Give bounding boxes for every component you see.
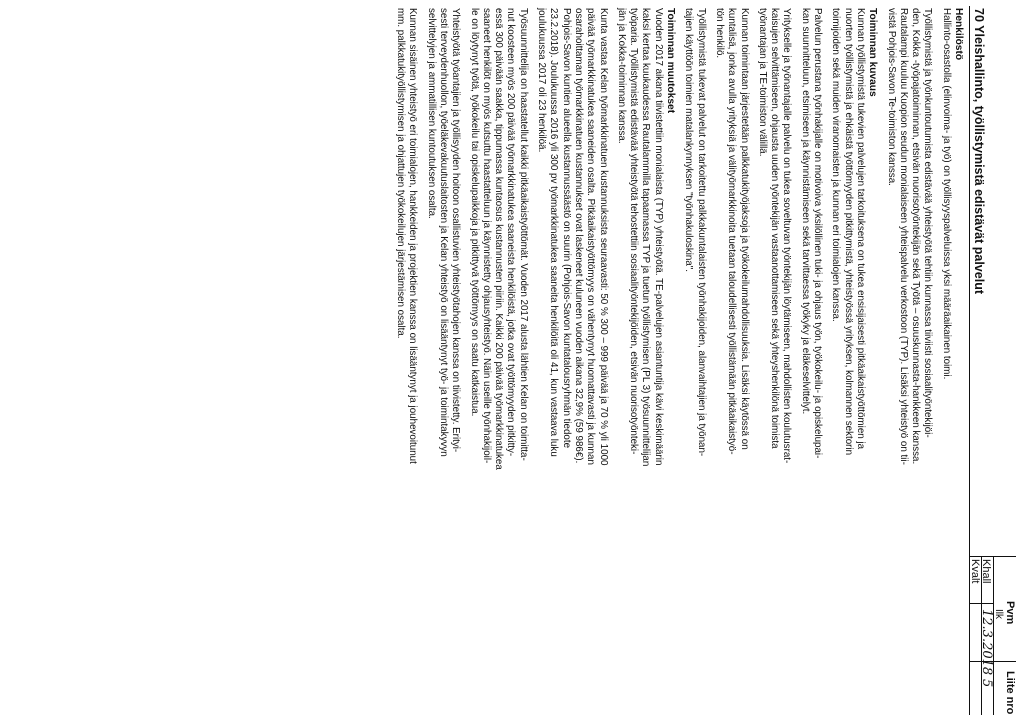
appendix-stamp-box — [970, 556, 1016, 715]
text-line: vistä Pohjois-Savon Te-toimiston kanssa. — [885, 8, 897, 186]
section-heading: Henkilöstö — [953, 8, 964, 61]
text-line: Kunta vastaa Kelan työmarkkinatuen kustannuksista seuraavasti: 50 % 300 – 999 päivää ja 70 % yli 1000 — [597, 8, 609, 466]
text-line: mm. palkkatukityöllistymisen ja ohjattujen työkokeilujen järjestämisen osalta. — [395, 8, 407, 339]
paragraph — [829, 8, 866, 708]
paragraph — [615, 8, 664, 708]
text-line: nuorten työllistymistä ja ehkäistä työttömyyden pitkittymistä, yhteistyössä yrityksen, kolmannen sektorin — [842, 8, 854, 456]
stamp-divider — [970, 603, 994, 604]
document-body — [388, 8, 964, 708]
page-title: 70 Yleishallinto, työllistymistä edistävät palvelut — [972, 8, 986, 294]
text-line: kan suunnitteluun, etsimiseen ja käynnistämiseen sekä tarvittaessa työkyky ja eläkeselvittelyt. — [799, 8, 811, 415]
text-line: Rautalampi kuuluu Kuopion seudun monialaiseen yhteispalvelu verkostoon (TYP). Lisäksi yhteistyö on tii- — [897, 8, 909, 465]
paragraph — [467, 8, 528, 708]
paragraph — [884, 8, 933, 708]
text-line: tön henkilö. — [713, 8, 725, 59]
stamp-handwritten-date: 12.3.2018 — [979, 609, 994, 676]
page-header — [956, 0, 1016, 715]
text-line: toimijoiden sekä muiden viranomaisten ja kunnan eri toimialojen kanssa. — [830, 8, 842, 322]
paragraph — [756, 8, 793, 708]
text-line: essä 300 päivään saakka, tippumassa kuntaosus kustannusten piiriin. Kaikki 200 päivää työmarkkinatukea — [493, 8, 505, 470]
text-line: päivää työmarkkinatukea saaneiden osalta. Pitkäaikaistyöttömyys on vähentynyt huomattavasti ja kunnan — [585, 8, 597, 465]
text-line: saaneet henkilöt on myös kutsuttu haastatteluun ja käynnistetty ohjausyhteistyö. Näin useille työnhakijoil- — [480, 8, 492, 464]
section-heading: Toiminnan kuvaus — [867, 8, 879, 97]
text-line: Työllistymistä tukevat palvelut on tarkoitettu palkkakuntalaisten työnhakijoiden, alanvaihtajien ja työnan- — [695, 8, 707, 457]
text-line: selvittelyjen ja ammatillisen kuntoutuksen osalta. — [425, 8, 437, 219]
paragraph — [682, 8, 707, 708]
stamp-handwritten-number: 5 — [979, 679, 994, 688]
text-line: Vuoden 2017 aikana tiivistettiin monialaista (TYP) yhteistyötä. TE-palvelujen asiantuntija kävi keskimäärin — [652, 8, 664, 466]
section-heading: Toiminnan muutokset — [665, 8, 677, 114]
paragraph — [939, 8, 951, 708]
stamp-liite-label: Liite nro — [1004, 671, 1016, 715]
text-line: sesti terveydenhuollon, työeläkevakuutuslaitosten ja Kelan yhteistyö on lisääntynyt työ- ja toimintakyvyn — [438, 8, 450, 457]
text-line: Yhteistyötä työantajien ja työllisyyden hoitoon osallistuvien yhteistyötahojen kanssa on tiivistetty. Erityi- — [450, 8, 462, 453]
stamp-kvalt-label: Kvalt — [969, 559, 981, 584]
text-line: Pohjois-Savon kuntien alueella kustannussäästö on suurin (Pohjois-Savon kuntatalousryhmän tiedote — [560, 8, 572, 449]
text-line: Hallinto-osastolla (elinvoima- ja työ) on työllisyyspalveluissa yksi määräaikainen toimi. — [940, 8, 952, 380]
text-line: 23.2.2018). Joulukuussa 2016 yli 300 pv työmarkkinatukea saaneita henkilöitä oli 41, kun vastaava luku — [548, 8, 560, 457]
stamp-khall-label: Khall — [980, 559, 992, 584]
paragraph — [535, 8, 609, 708]
stamp-ilk-label: Ilk — [993, 609, 1004, 619]
text-line: Kunnan työllistymistä tukevien palvelujen tarkoituksena on tukea ensisijaisesti pitkäaikaistyöttömien ja — [854, 8, 866, 450]
text-line: den, Kokka -työpajatoiminnan, etsivän nuorisotyöntekijän sekä Työtä – osuuskunnasta-hankkeen kanssa. — [910, 8, 922, 465]
text-line: työnantajan ja TE-toimiston välillä. — [756, 8, 768, 157]
text-line: Kunnan sisäinen yhteistyö eri toimialojen, hankkeiden ja projektien kanssa on lisääntynyt ja jouhevoitunut — [407, 8, 419, 464]
paragraph — [394, 8, 419, 708]
stamp-pvm-label: Pvm — [1004, 601, 1016, 625]
text-line: kaisujen selvittämiseen, ohjausta uuden työntekijän vastaanottamiseen sekä yhteyshenkilönä toimista — [769, 8, 781, 449]
text-line: Yritykselle ja työnantajalle palvelu on tukea soveltuvan työntekijän löytämiseen, mahdollisten koulutusrat- — [781, 8, 793, 464]
text-line: Kunnan toimintaan järjestetään palkkatukityöjaksoja ja työkokeilumahdollisuuksia. Lisäksi käytössä on — [738, 8, 750, 450]
paragraph — [424, 8, 461, 708]
text-line: le on löytynyt työtä, työkokeilu tai opiskelupaikkoja ja pitkittyvä työttömyys on saatu katkaistua. — [468, 8, 480, 417]
text-line: kaksi kertaa kuukaudessa Rautalammilla tapaamassa TYP ja tuetun työllistymisen (PL 3) työsuunnittelijan — [640, 8, 652, 467]
text-line: Työsuunnittelija on haastatellut kaikki pitkäaikaistyöttömät. Vuoden 2017 alusta lähtien Kelan on toimitta- — [517, 8, 529, 461]
text-line: Palvelun perustana työnhakijalle on motivoiva yksilöllinen tuki- ja ohjaus työn, työkokeilu- ja opiskelupai- — [812, 8, 824, 459]
text-line: jän ja Kokka-toiminnan kanssa. — [615, 8, 627, 144]
text-line: joulukuussa 2017 oli 23 henkilöä. — [536, 8, 548, 153]
text-line: kuntalisä, jonka avulla yrityksiä ja välityömarkkinoita tuetaan taloudellisesti työllistämään pitkäaikaistyö- — [726, 8, 738, 455]
text-line: nut koosteen myös 200 päivää työmarkkinatukea saaneista henkilöistä, jotka ovat työttömyyden pitkitty- — [505, 8, 517, 457]
text-line: tajien käyttöön toimien matalankynnyksen "työnhakuloskina". — [683, 8, 695, 272]
text-line: työparia. Työllistymistä edistävää yhteistyötä tehostettiin sosiaalityöntekijöiden, etsivän nuorisotyönteki- — [628, 8, 640, 455]
text-line: osarahoittaman työmarkkinatuen kustannukset ovat laskeneet kuluneen vuoden aikana 32,9% (59 986€). — [572, 8, 584, 464]
paragraph — [798, 8, 823, 708]
text-line: Työllistymistä ja työnkuntoutumista edistävää yhteistyötä tehtiin kunnassa tiiviisti sosiaalityöntekijöi- — [922, 8, 934, 438]
paragraph — [713, 8, 750, 708]
